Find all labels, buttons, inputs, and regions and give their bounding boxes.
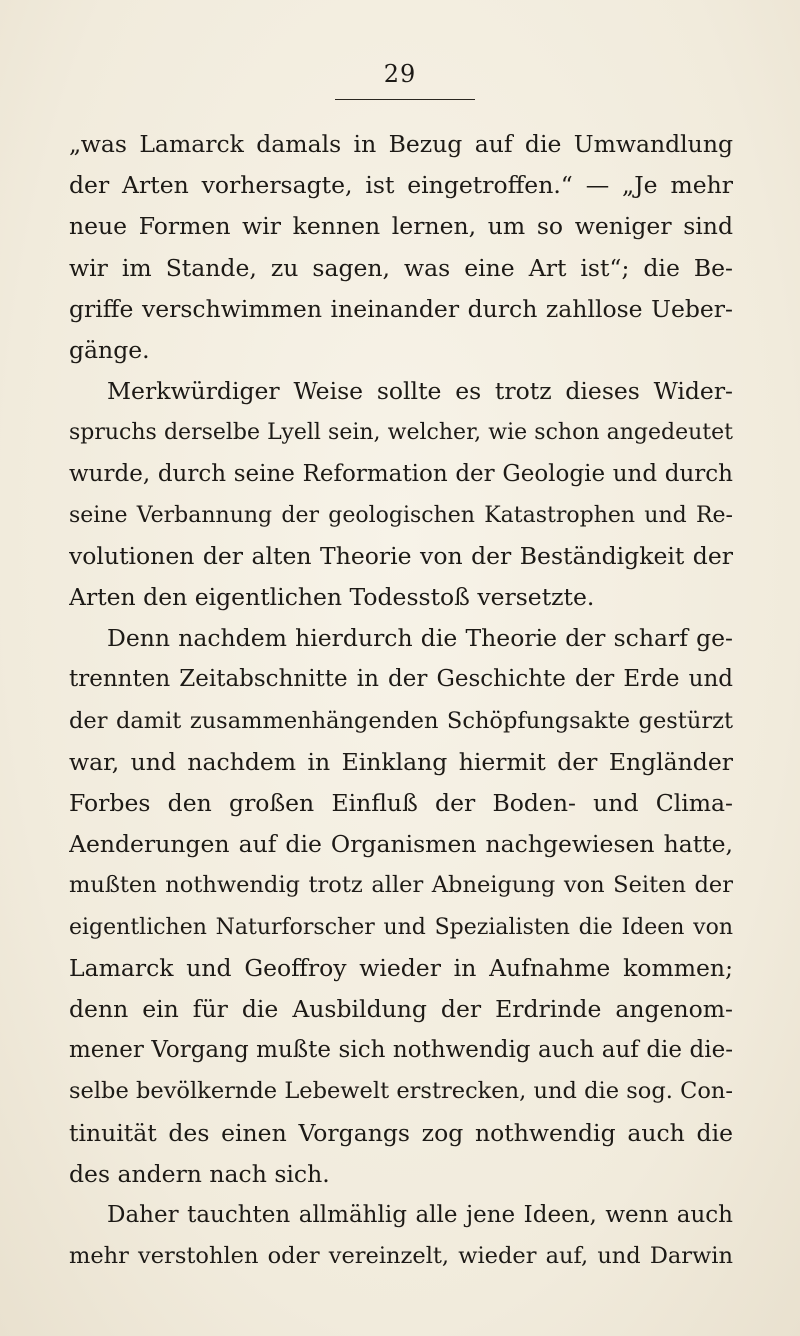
text-line: war, und nachdem in Einklang hiermit der Engländer (69, 747, 733, 776)
text-line: der Arten vorhersagte, ist eingetroffen.“ — „Je mehr (69, 171, 733, 200)
text-line: mußten nothwendig trotz aller Abneigung von Seiten der (69, 872, 733, 899)
text-line: des andern nach sich. (69, 1159, 330, 1188)
text-line: wurde, durch seine Reformation der Geologie und durch (69, 460, 733, 487)
text-line: mener Vorgang mußte sich nothwendig auch auf die die- (69, 1037, 733, 1064)
text-line: mehr verstohlen oder vereinzelt, wieder auf, und Darwin (69, 1243, 733, 1270)
text-line: tinuität des einen Vorgangs zog nothwendig auch die (69, 1118, 733, 1147)
text-line: Merkwürdiger Weise sollte es trotz dieses Wider- (107, 377, 733, 406)
text-line: Denn nachdem hierdurch die Theorie der scharf ge- (107, 624, 733, 653)
text-line: selbe bevölkernde Lebewelt erstrecken, und die sog. Con- (69, 1078, 733, 1105)
text-line: denn ein für die Ausbildung der Erdrinde angenom- (69, 994, 733, 1023)
text-line: Daher tauchten allmählig alle jene Ideen, wenn auch (107, 1201, 733, 1228)
text-line: eigentlichen Naturforscher und Spezialisten die Ideen von (69, 914, 733, 940)
text-line: spruchs derselbe Lyell sein, welcher, wie schon angedeutet (69, 420, 733, 446)
text-line: Arten den eigentlichen Todesstoß versetzte. (69, 583, 595, 612)
text-line: seine Verbannung der geologischen Katastrophen und Re- (69, 502, 733, 528)
body-text (69, 124, 733, 1277)
text-line: Forbes den großen Einfluß der Boden- und Clima- (69, 789, 733, 817)
text-line: der damit zusammenhängenden Schöpfungsakte gestürzt (69, 707, 733, 734)
header-rule (335, 99, 475, 100)
text-line: gänge. (69, 335, 150, 364)
text-line: Aenderungen auf die Organismen nachgewiesen hatte, (69, 830, 733, 859)
text-line: griffe verschwimmen ineinander durch zahllose Ueber- (69, 294, 733, 323)
text-line: wir im Stande, zu sagen, was eine Art ist“; die Be- (69, 253, 733, 282)
text-line: „was Lamarck damals in Bezug auf die Umwandlung (69, 130, 733, 158)
text-line: neue Formen wir kennen lernen, um so weniger sind (69, 212, 733, 241)
text-line: Lamarck und Geoffroy wieder in Aufnahme kommen; (69, 953, 733, 982)
page-number: 29 (383, 60, 417, 88)
text-line: trennten Zeitabschnitte in der Geschichte der Erde und (69, 666, 733, 693)
text-line: volutionen der alten Theorie von der Beständigkeit der (69, 541, 733, 570)
